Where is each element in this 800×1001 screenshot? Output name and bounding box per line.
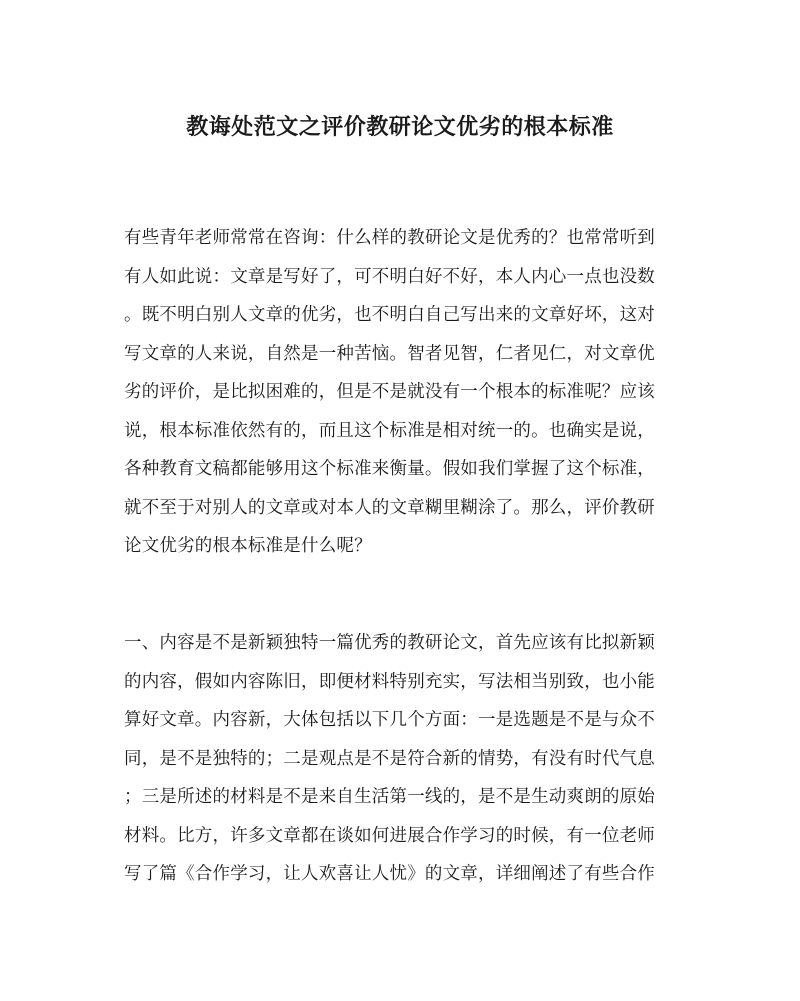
document-title: 教诲处范文之评价教研论文优劣的根本标准 — [186, 114, 614, 140]
text-line: 有人如此说：文章是写好了，可不明白好不好，本人内心一点也没数 — [124, 266, 655, 287]
text-line: 劣的评价，是比拟困难的，但是不是就没有一个根本的标准呢？应该 — [124, 382, 655, 402]
text-line: 论文优劣的根本标准是什么呢？ — [124, 536, 372, 556]
text-line: 就不至于对别人的文章或对本人的文章糊里糊涂了。那么，评价教研 — [124, 497, 655, 518]
text-line: 写了篇《合作学习，让人欢喜让人忧》的文章，详细阐述了有些合作 — [124, 864, 655, 884]
text-line: 一、内容是不是新颖独特一篇优秀的教研论文，首先应该有比拟新颖 — [124, 633, 655, 653]
text-line: 同，是不是独特的；二是观点是不是符合新的情势，有没有时代气息 — [124, 748, 655, 769]
text-line: 有些青年老师常常在咨询：什么样的教研论文是优秀的？也常常听到 — [124, 228, 655, 248]
text-line: 材料。比方，许多文章都在谈如何进展合作学习的时候，有一位老师 — [124, 825, 655, 846]
text-line: 各种教育文稿都能够用这个标准来衡量。假如我们掌握了这个标准， — [124, 459, 655, 479]
text-line: 。既不明白别人文章的优劣，也不明白自己写出来的文章好坏，这对 — [124, 305, 655, 325]
paragraph-2 — [124, 624, 684, 894]
text-line: 算好文章。内容新，大体包括以下几个方面：一是选题是不是与众不 — [124, 710, 655, 730]
text-line: 的内容，假如内容陈旧，即便材料特别充实，写法相当别致，也小能 — [124, 671, 655, 692]
text-line: 写文章的人来说，自然是一种苦恼。智者见智，仁者见仁，对文章优 — [124, 343, 655, 364]
text-line: ；三是所述的材料是不是来自生活第一线的，是不是生动爽朗的原始 — [124, 787, 655, 807]
text-line: 说，根本标准依然有的，而且这个标准是相对统一的。也确实是说， — [124, 420, 655, 441]
paragraph-1 — [124, 219, 684, 566]
